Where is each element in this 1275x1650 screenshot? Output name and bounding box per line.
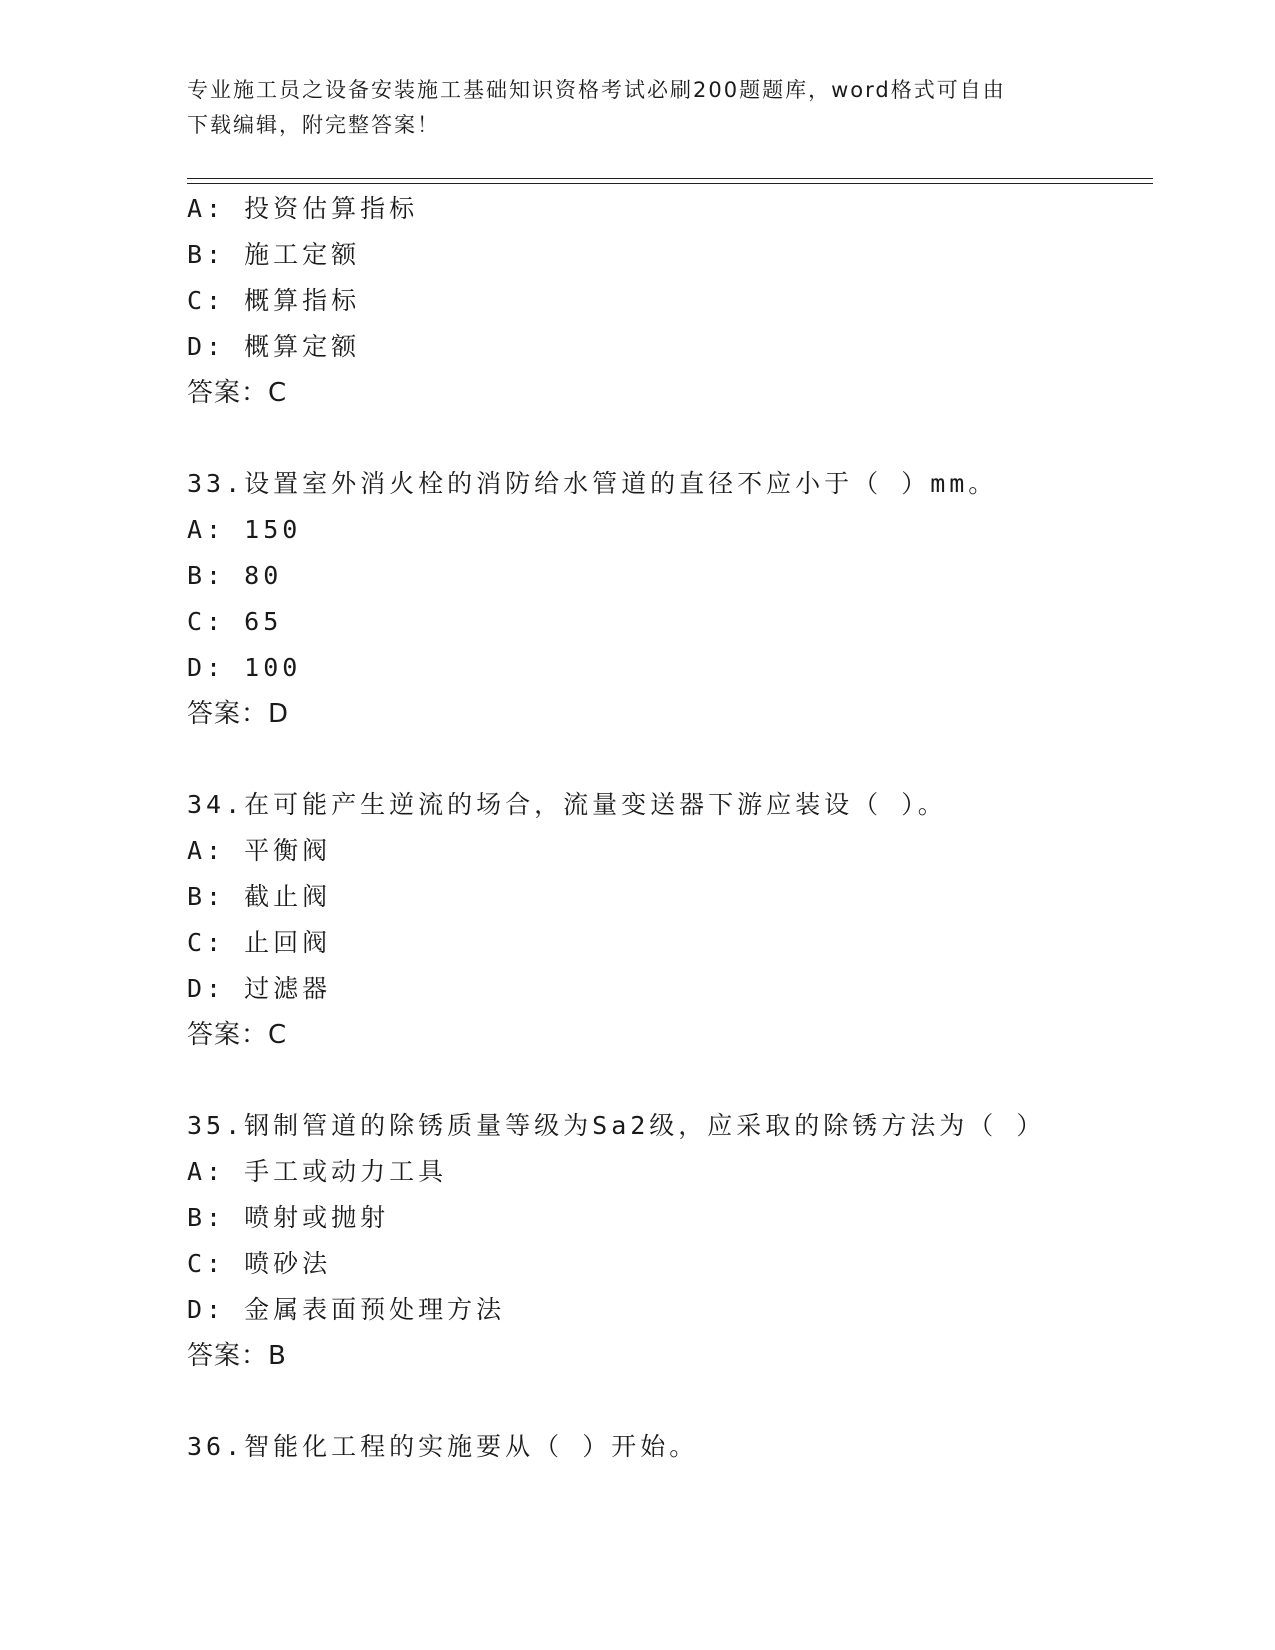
option-c: C: 喷砂法: [187, 1249, 332, 1278]
question-block-32: [187, 186, 1153, 416]
option-a: A: 平衡阀: [187, 836, 332, 865]
answer: 答案：C: [187, 378, 288, 408]
question-text: 35.钢制管道的除锈质量等级为Sa2级，应采取的除锈方法为（ ）: [187, 1111, 1046, 1140]
option-d: D: 金属表面预处理方法: [187, 1295, 506, 1324]
option-a: A: 投资估算指标: [187, 194, 419, 223]
option-c: C: 概算指标: [187, 286, 361, 315]
header-divider-top: [187, 178, 1153, 179]
option-b: B: 80: [187, 561, 283, 590]
spacer: [187, 737, 1153, 782]
option-d: D: 过滤器: [187, 974, 332, 1003]
question-block-36: [187, 1424, 1153, 1470]
spacer: [187, 1058, 1153, 1103]
question-block-34: [187, 782, 1153, 1058]
option-d: D: 100: [187, 653, 302, 682]
answer: 答案：C: [187, 1020, 288, 1050]
option-b: B: 施工定额: [187, 240, 361, 269]
option-c: C: 止回阀: [187, 928, 332, 957]
question-text: 36.智能化工程的实施要从（ ）开始。: [187, 1432, 699, 1461]
question-block-35: [187, 1103, 1153, 1379]
option-a: A: 手工或动力工具: [187, 1157, 448, 1186]
question-block-33: [187, 461, 1153, 737]
option-d: D: 概算定额: [187, 332, 361, 361]
question-text: 33.设置室外消火栓的消防给水管道的直径不应小于（ ）mm。: [187, 469, 998, 498]
answer: 答案：D: [187, 699, 290, 729]
option-b: B: 喷射或抛射: [187, 1203, 390, 1232]
question-text: 34.在可能产生逆流的场合，流量变送器下游应装设（ ）。: [187, 790, 947, 819]
option-a: A: 150: [187, 515, 302, 544]
header-title-line-1: 专业施工员之设备安装施工基础知识资格考试必刷200题题库，word格式可自由: [187, 78, 1006, 102]
document-header: [187, 73, 1087, 143]
spacer: [187, 416, 1153, 461]
header-divider-bottom: [187, 183, 1153, 184]
answer: 答案：B: [187, 1341, 287, 1371]
spacer: [187, 1379, 1153, 1424]
option-b: B: 截止阀: [187, 882, 332, 911]
option-c: C: 65: [187, 607, 283, 636]
question-list: [187, 186, 1153, 1470]
header-title-line-2: 下载编辑，附完整答案！: [187, 113, 440, 137]
